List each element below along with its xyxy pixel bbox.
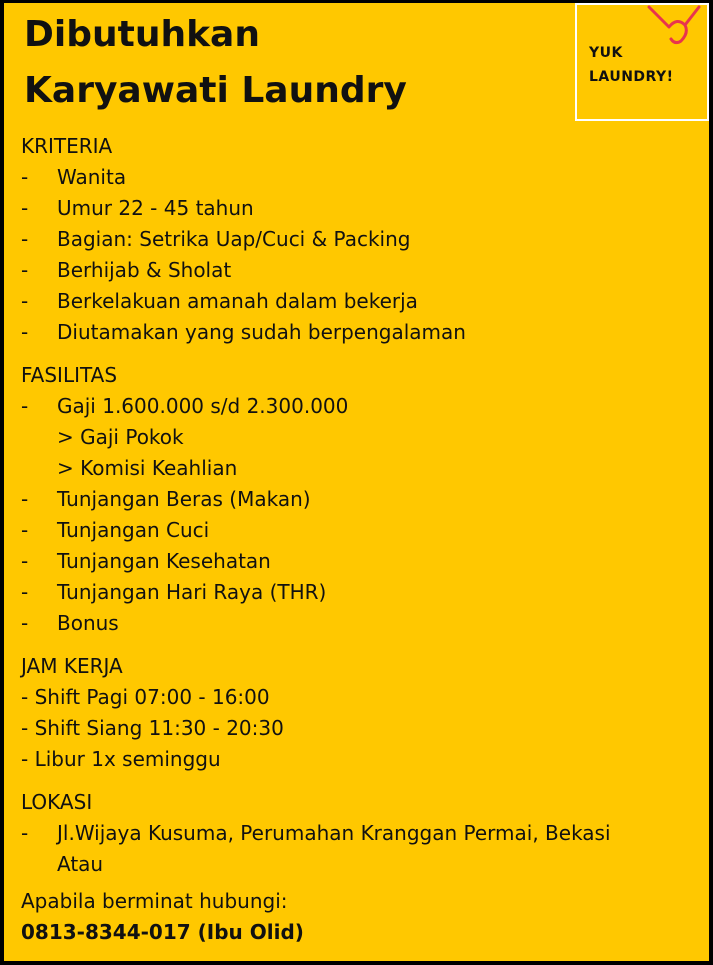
kriteria-heading: KRITERIA <box>21 134 113 158</box>
brand-logo <box>575 3 709 121</box>
logo-line-2: LAUNDRY! <box>589 69 674 85</box>
list-subitem: > Gaji Pokok <box>57 425 184 449</box>
logo-wordmark <box>589 41 674 89</box>
jam-kerja-list <box>21 682 699 775</box>
fasilitas-list <box>21 391 699 639</box>
list-item: - Bonus <box>21 611 119 635</box>
list-item: - Libur 1x seminggu <box>21 747 221 771</box>
list-item: - Shift Siang 11:30 - 20:30 <box>21 716 284 740</box>
fasilitas-heading: FASILITAS <box>21 363 118 387</box>
contact-prompt: Apabila berminat hubungi: <box>21 889 288 913</box>
kriteria-list <box>21 162 699 348</box>
list-item: - Berkelakuan amanah dalam bekerja <box>21 289 418 313</box>
list-item: - Berhijab & Sholat <box>21 258 232 282</box>
list-item: - Tunjangan Cuci <box>21 518 210 542</box>
list-item: - Umur 22 - 45 tahun <box>21 196 254 220</box>
list-item: - Gaji 1.600.000 s/d 2.300.000 <box>21 394 349 418</box>
list-item: - Bagian: Setrika Uap/Cuci & Packing <box>21 227 411 251</box>
contact-phone: 0813-8344-017 (Ibu Olid) <box>21 920 304 944</box>
poster-body <box>21 131 699 948</box>
address-alt: Atau <box>57 852 104 876</box>
title-line-2: Karyawati Laundry <box>24 70 407 111</box>
list-item: - Shift Pagi 07:00 - 16:00 <box>21 685 270 709</box>
job-poster <box>4 3 709 961</box>
list-item: - Tunjangan Beras (Makan) <box>21 487 311 511</box>
list-item: - Diutamakan yang sudah berpengalaman <box>21 320 466 344</box>
lokasi-heading: LOKASI <box>21 790 93 814</box>
list-item: - Tunjangan Kesehatan <box>21 549 271 573</box>
list-item: - Tunjangan Hari Raya (THR) <box>21 580 327 604</box>
page-title <box>24 7 407 119</box>
logo-line-1: YUK <box>589 45 623 61</box>
list-item: - Wanita <box>21 165 127 189</box>
title-line-1: Dibutuhkan <box>24 14 260 55</box>
list-subitem: > Komisi Keahlian <box>57 456 238 480</box>
jam-kerja-heading: JAM KERJA <box>21 654 123 678</box>
address-line: - Jl.Wijaya Kusuma, Perumahan Kranggan Permai, Bekasi <box>21 821 611 845</box>
